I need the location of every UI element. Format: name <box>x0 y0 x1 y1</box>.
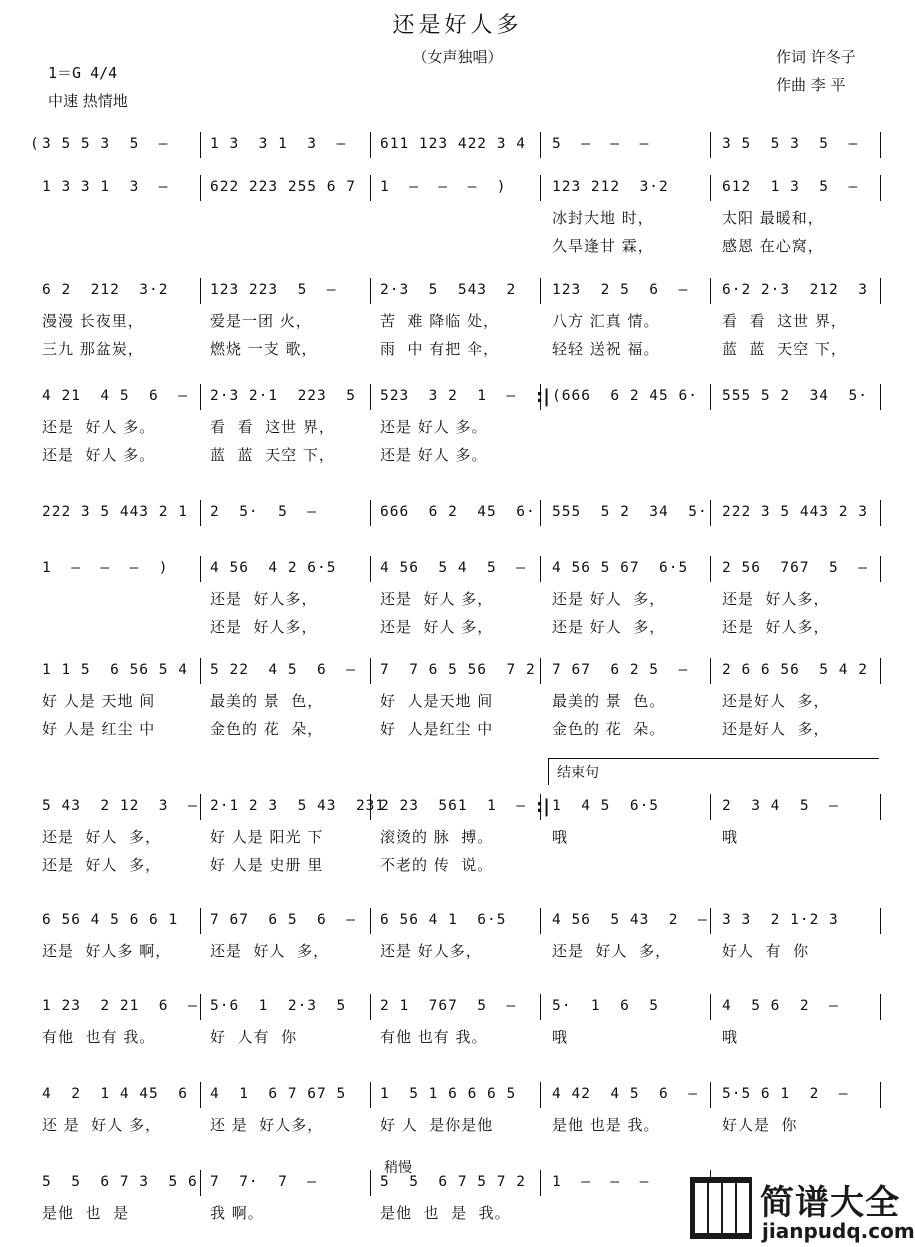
bar-line <box>370 384 371 410</box>
measure: 123 212 3·2 <box>552 179 669 195</box>
bar-line <box>710 500 711 526</box>
bar-line <box>880 175 881 201</box>
bar-line <box>200 1170 201 1196</box>
lyric-text: 哦 <box>552 828 569 846</box>
ending-bracket <box>548 758 879 785</box>
bar-line <box>880 556 881 582</box>
bar-line <box>880 1082 881 1108</box>
measure: 5·6 1 2·3 5 <box>210 998 347 1014</box>
measure: 1 3 3 1 3 – <box>210 136 347 152</box>
measure: 555 5 2 34 5· <box>552 504 708 520</box>
bar-line <box>880 908 881 934</box>
bar-line <box>710 994 711 1020</box>
measure: 2·3 2·1 223 5 <box>210 388 356 404</box>
measure: 6·2 2·3 212 3 <box>722 282 868 298</box>
measure: 1 3 3 1 3 – <box>42 179 169 195</box>
lyric-text: 是他 也 是 我。 <box>380 1204 511 1222</box>
bar-line <box>200 658 201 684</box>
bar-line <box>200 908 201 934</box>
measure: 555 5 2 34 5· <box>722 388 868 404</box>
lyric-text: 久旱逢甘 霖， <box>552 237 654 255</box>
lyric-text: 蓝 蓝 天空 下， <box>722 340 847 358</box>
bar-line <box>880 132 881 158</box>
bar-line <box>710 132 711 158</box>
repeat-sign: :| <box>536 796 550 817</box>
measure: 6 2 212 3·2 <box>42 282 169 298</box>
lyric-text: 还是 好人多， <box>210 590 318 608</box>
lyric-text: 好人 有 你 <box>722 942 810 960</box>
lyric-text: 我 啊。 <box>210 1204 264 1222</box>
lyric-text: 看 看 这世 界， <box>722 312 847 330</box>
bar-line <box>880 500 881 526</box>
measure: 2 6 6 56 5 4 2 <box>722 662 868 678</box>
measure: 4 2 1 4 45 6 <box>42 1086 188 1102</box>
lyric-text: 爱是一团 火， <box>210 312 312 330</box>
lyric-text: 还是 好人 多。 <box>42 418 156 436</box>
bar-line <box>200 794 201 820</box>
lyric-text: 还是 好人 多。 <box>42 446 156 464</box>
measure: 622 223 255 6 7 <box>210 179 356 195</box>
lyric-text: 哦 <box>552 1028 569 1046</box>
lyric-text: 好 人是 红尘 中 <box>42 720 156 738</box>
bar-line <box>540 500 541 526</box>
lyric-text: 还是好人 多， <box>722 720 830 738</box>
lyric-text: 有他 也有 我。 <box>380 1028 488 1046</box>
bar-line <box>370 278 371 304</box>
bar-line <box>880 278 881 304</box>
lyric-text: 冰封大地 时， <box>552 209 654 227</box>
key-signature: 1＝G 4/4 <box>48 64 118 82</box>
lyric-text: 还是 好人 多。 <box>380 446 488 464</box>
lyric-text: 漫漫 长夜里， <box>42 312 144 330</box>
lyric-text: 最美的 景 色。 <box>552 692 666 710</box>
lyric-text: 感恩 在心窝， <box>722 237 824 255</box>
bar-line <box>370 500 371 526</box>
lyric-text: 好 人是 史册 里 <box>210 856 324 874</box>
bar-line <box>370 994 371 1020</box>
lyric-text: 还是 好人多 啊， <box>42 942 172 960</box>
bar-line <box>370 908 371 934</box>
measure: 2 56 767 5 – <box>722 560 868 576</box>
measure: 1 – – – ) <box>42 560 169 576</box>
measure: 1 1 5 6 56 5 4 <box>42 662 188 678</box>
tempo-marking: 中速 热情地 <box>48 92 128 110</box>
logo-name: 简谱大全 <box>760 1183 900 1223</box>
measure: 3 5 5 3 5 – <box>722 136 859 152</box>
lyric-text: 雨 中 有把 伞， <box>380 340 500 358</box>
song-subtitle: （女声独唱） <box>412 48 503 66</box>
measure: 4 5 6 2 – <box>722 998 839 1014</box>
lyric-text: 还 是 好人 多， <box>42 1116 162 1134</box>
measure: 222 3 5 443 2 1 <box>42 504 188 520</box>
measure: 1 5 1 6 6 6 5 <box>380 1086 517 1102</box>
lyric-text: 八方 汇真 情。 <box>552 312 660 330</box>
lyric-text: 还 是 好人多， <box>210 1116 324 1134</box>
lyric-text: 还是 好人多， <box>380 942 482 960</box>
measure: 1 – – – ) <box>380 179 507 195</box>
measure: 7 7 6 5 56 7 2 <box>380 662 536 678</box>
bar-line <box>370 1082 371 1108</box>
bar-line <box>710 1082 711 1108</box>
measure: 5 43 2 12 3 – <box>42 798 198 814</box>
lyric-text: 哦 <box>722 1028 739 1046</box>
lyric-text: 还是 好人多， <box>722 590 830 608</box>
lyric-text: 好 人 是你是他 <box>380 1116 494 1134</box>
lyric-text: 三九 那盆炭， <box>42 340 144 358</box>
measure: (666 6 2 45 6· <box>552 388 698 404</box>
bar-line <box>200 556 201 582</box>
measure: 7 67 6 5 6 – <box>210 912 356 928</box>
bar-line <box>540 1170 541 1196</box>
bar-line <box>370 132 371 158</box>
measure: 4 56 5 4 5 – <box>380 560 526 576</box>
bar-line <box>710 794 711 820</box>
bar-line <box>540 994 541 1020</box>
bar-line <box>540 132 541 158</box>
bar-line <box>710 278 711 304</box>
measure: 2 1 767 5 – <box>380 998 517 1014</box>
lyric-text: 最美的 景 色， <box>210 692 324 710</box>
bar-line <box>710 384 711 410</box>
lyric-text: 还是 好人 多， <box>552 590 666 608</box>
lyric-text: 好 人是 天地 间 <box>42 692 156 710</box>
measure: 3 3 2 1·2 3 <box>722 912 839 928</box>
lyric-text: 还是 好人 多， <box>380 590 494 608</box>
bar-line <box>540 556 541 582</box>
logo-url: jianpudq.com <box>762 1219 915 1243</box>
lyric-text: 苦 难 降临 处， <box>380 312 500 330</box>
lyric-text: 金色的 花 朵， <box>210 720 324 738</box>
measure: 5 5 6 7 3 5 6 <box>42 1174 198 1190</box>
lyric-text: 看 看 这世 界， <box>210 418 335 436</box>
measure: 2 3 4 5 – <box>722 798 839 814</box>
measure: 2·3 5 543 2 <box>380 282 517 298</box>
lyric-text: 还是 好人多， <box>210 618 318 636</box>
lyric-text: 还是好人 多， <box>722 692 830 710</box>
measure: 4 21 4 5 6 – <box>42 388 188 404</box>
lyric-text: 滚烫的 脉 搏。 <box>380 828 494 846</box>
bar-line <box>880 994 881 1020</box>
bar-line <box>540 278 541 304</box>
measure: 7 67 6 2 5 – <box>552 662 689 678</box>
lyric-text: 太阳 最暖和， <box>722 209 824 227</box>
bar-line <box>540 175 541 201</box>
bar-line <box>370 556 371 582</box>
lyric-text: 好 人是天地 间 <box>380 692 494 710</box>
lyric-text: 好 人有 你 <box>210 1028 298 1046</box>
measure: 666 6 2 45 6· <box>380 504 536 520</box>
measure: 5· 1 6 5 <box>552 998 660 1014</box>
lyric-text: 还是 好人多， <box>722 618 830 636</box>
measure: 4 56 5 43 2 – <box>552 912 708 928</box>
measure: 1 4 5 6·5 <box>552 798 660 814</box>
lyric-text: 燃烧 一支 歌， <box>210 340 318 358</box>
measure: 5 5 6 7 5 7 2 <box>380 1174 526 1190</box>
measure: 1 23 2 21 6 – <box>42 998 198 1014</box>
lyricist-credit: 作词 许冬子 <box>776 48 856 66</box>
lyric-text: 轻轻 送祝 福。 <box>552 340 660 358</box>
measure: 4 42 4 5 6 – <box>552 1086 698 1102</box>
lyric-text: 还是 好人 多， <box>552 618 666 636</box>
repeat-sign: :| <box>536 386 550 407</box>
bar-line <box>200 132 201 158</box>
lyric-text: 不老的 传 说。 <box>380 856 494 874</box>
measure: 1 – – – <box>552 1174 650 1190</box>
lyric-text: 是他 也 是 <box>42 1204 130 1222</box>
lyric-text: 还是 好人 多， <box>210 942 330 960</box>
lyric-text: 还是 好人 多， <box>42 828 162 846</box>
bar-line <box>540 658 541 684</box>
site-logo <box>690 1165 915 1247</box>
bar-line <box>200 1082 201 1108</box>
measure: 222 3 5 443 2 3 <box>722 504 868 520</box>
ending-label: 结束句 <box>557 765 599 781</box>
song-title: 还是好人多 <box>392 13 523 38</box>
bar-line <box>200 500 201 526</box>
bar-line <box>200 384 201 410</box>
lyric-text: 还是 好人 多， <box>380 618 494 636</box>
measure: 5·5 6 1 2 – <box>722 1086 849 1102</box>
lyric-text: 还是 好人 多。 <box>380 418 488 436</box>
bar-line <box>370 1170 371 1196</box>
measure: 5 – – – <box>552 136 650 152</box>
measure: 2·1 2 3 5 43 231 <box>210 798 386 814</box>
repeat-open-paren: ( <box>30 136 40 152</box>
lyric-text: 还是 好人 多， <box>552 942 672 960</box>
lyric-text: 有他 也有 我。 <box>42 1028 156 1046</box>
measure: 6 56 4 1 6·5 <box>380 912 507 928</box>
bar-line <box>200 175 201 201</box>
lyric-text: 好 人是 阳光 下 <box>210 828 324 846</box>
measure: 2 5· 5 – <box>210 504 318 520</box>
measure: 3 5 5 3 5 – <box>42 136 169 152</box>
lyric-text: 好 人是红尘 中 <box>380 720 494 738</box>
composer-credit: 作曲 李 平 <box>776 76 846 94</box>
bar-line <box>370 658 371 684</box>
lyric-text: 金色的 花 朵。 <box>552 720 666 738</box>
measure: 123 2 5 6 – <box>552 282 689 298</box>
measure: 2 23 561 1 – <box>380 798 526 814</box>
bar-line <box>710 175 711 201</box>
measure: 4 56 5 67 6·5 <box>552 560 689 576</box>
bar-line <box>200 994 201 1020</box>
lyric-text: 是他 也是 我。 <box>552 1116 660 1134</box>
measure: 5 22 4 5 6 – <box>210 662 356 678</box>
bar-line <box>880 658 881 684</box>
measure: 611 123 422 3 4 <box>380 136 526 152</box>
bar-line <box>370 794 371 820</box>
measure: 612 1 3 5 – <box>722 179 859 195</box>
lyric-text: 好人是 你 <box>722 1116 798 1134</box>
bar-line <box>370 175 371 201</box>
measure: 6 56 4 5 6 6 1 <box>42 912 179 928</box>
measure: 7 7· 7 – <box>210 1174 318 1190</box>
bar-line <box>710 908 711 934</box>
lyric-text: 哦 <box>722 828 739 846</box>
bar-line <box>710 658 711 684</box>
bar-line <box>200 278 201 304</box>
measure: 4 56 4 2 6·5 <box>210 560 337 576</box>
bar-line <box>540 908 541 934</box>
lyric-text: 蓝 蓝 天空 下， <box>210 446 335 464</box>
piano-keys-icon <box>690 1177 752 1239</box>
bar-line <box>540 1082 541 1108</box>
bar-line <box>710 556 711 582</box>
slow-marking: 稍慢 <box>384 1160 412 1176</box>
lyric-text: 还是 好人 多， <box>42 856 162 874</box>
measure: 4 1 6 7 67 5 <box>210 1086 347 1102</box>
bar-line <box>880 794 881 820</box>
bar-line <box>880 384 881 410</box>
measure: 523 3 2 1 – <box>380 388 517 404</box>
measure: 123 223 5 – <box>210 282 337 298</box>
